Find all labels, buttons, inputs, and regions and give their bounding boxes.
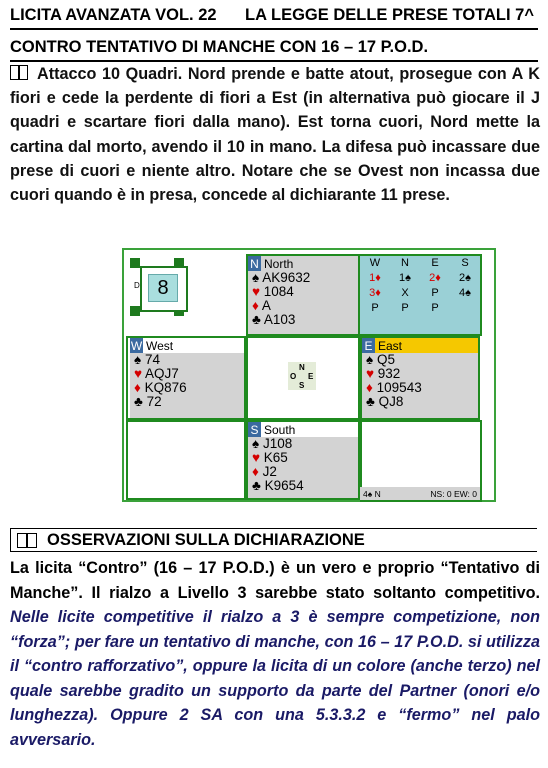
page-subtitle: CONTRO TENTATIVO DI MANCHE CON 16 – 17 P.O.D. (10, 38, 538, 62)
south-hand (248, 422, 358, 498)
page-header (10, 6, 538, 30)
seat-letter: N (248, 256, 261, 271)
spades-holding: AK9632 (262, 270, 311, 285)
compass-icon: N O E S (288, 362, 316, 390)
empty-cell (126, 420, 246, 500)
corner-mark (130, 258, 140, 268)
seat-letter: E (362, 338, 375, 353)
header-title-left: LICITA AVANZATA VOL. 22 (10, 6, 217, 24)
board-number: 8 (148, 274, 178, 302)
clubs-holding: K9654 (264, 478, 304, 493)
club-icon: ♣ (366, 394, 375, 409)
seat-letter: S (248, 422, 261, 437)
diamonds-holding: 109543 (376, 380, 422, 395)
observations-italic-text: Nelle licite competitive il rialzo a 3 è sempre competizione, non “forza”; per fare un tentativo di manche, con 16 – 17 P.O.D. si utilizza il “contro rafforzativo”, oppure la licita di un colore (anche terzo) nel quale sarebbe gradito un supporto da parte del Partner (onori e/o lunghezza). Oppure 2 SA con una 5.3.3.2 e “fermo” nel palo avversario. (10, 608, 540, 749)
book-icon (10, 65, 28, 80)
diamond-icon: ♦ (252, 298, 259, 313)
contract-label: 4♠ N (363, 488, 381, 499)
intro-text: Attacco 10 Quadri. Nord prende e batte atout, prosegue con A K fiori e cede la perdente di fiori a Est (in alternativa può giocare il J quadri e scartare fiori dalla mano). Est torna cuori, Nord mette la cartina dal morto, avendo il 10 in mano. La difesa può incassare due prese di cuori e niente altro. Notare che se Ovest non incassa due cuori quando è in presa, concede al dichiarante 11 prese. (10, 65, 540, 205)
spades-holding: J108 (262, 436, 293, 451)
spade-icon: ♠ (366, 352, 374, 367)
heart-icon: ♥ (252, 450, 261, 465)
seat-letter: W (130, 338, 143, 353)
result-bar (360, 487, 480, 500)
observations-paragraph (10, 556, 540, 752)
diamond-icon: ♦ (366, 380, 373, 395)
seat-name: West (146, 338, 174, 353)
hearts-holding: 1084 (263, 284, 294, 299)
spades-holding: Q5 (376, 352, 395, 367)
auction-header: W N E S (369, 257, 469, 269)
east-hand (362, 338, 478, 418)
heart-icon: ♥ (134, 366, 143, 381)
seat-name: North (264, 256, 294, 271)
score-label: NS: 0 EW: 0 (430, 488, 477, 499)
book-icon (17, 533, 37, 548)
corner-mark (130, 306, 140, 316)
club-icon: ♣ (252, 478, 261, 493)
diamonds-holding: A (261, 298, 271, 313)
clubs-holding: A103 (263, 312, 296, 327)
auction-row: 1♦ 1♠ 2♦ 2♠ (369, 272, 471, 284)
spade-icon: ♠ (252, 436, 260, 451)
hearts-holding: 932 (377, 366, 401, 381)
hearts-holding: K65 (263, 450, 288, 465)
observations-text: La licita “Contro” (16 – 17 P.O.D.) è un vero e proprio “Tentativo di Manche”. Il rialzo a Livello 3 sarebbe stato soltanto competitivo. (10, 559, 540, 602)
seat-name: East (378, 338, 403, 353)
club-icon: ♣ (134, 394, 143, 409)
clubs-holding: 72 (146, 394, 162, 409)
header-title-right: LA LEGGE DELLE PRESE TOTALI 7^ (245, 6, 534, 24)
board-box (134, 266, 188, 312)
spade-icon: ♠ (134, 352, 142, 367)
north-hand (248, 256, 358, 334)
club-icon: ♣ (252, 312, 261, 327)
board-number-panel (130, 258, 240, 334)
auction-table (360, 256, 480, 334)
spade-icon: ♠ (252, 270, 260, 285)
diamonds-holding: J2 (262, 464, 277, 479)
observations-title: OSSERVAZIONI SULLA DICHIARAZIONE (47, 530, 365, 549)
hearts-holding: AQJ7 (145, 366, 179, 381)
auction-row: P P P (371, 302, 439, 314)
diamond-icon: ♦ (134, 380, 141, 395)
heart-icon: ♥ (366, 366, 375, 381)
seat-name: South (264, 422, 296, 437)
observations-heading (10, 528, 537, 552)
dealer-label: D (134, 281, 140, 290)
intro-paragraph (10, 62, 540, 207)
heart-icon: ♥ (252, 284, 261, 299)
diamonds-holding: KQ876 (144, 380, 187, 395)
diamond-icon: ♦ (252, 464, 259, 479)
spades-holding: 74 (144, 352, 160, 367)
clubs-holding: QJ8 (378, 394, 404, 409)
auction-row: 3♦ X P 4♠ (369, 287, 471, 299)
west-hand (130, 338, 244, 418)
